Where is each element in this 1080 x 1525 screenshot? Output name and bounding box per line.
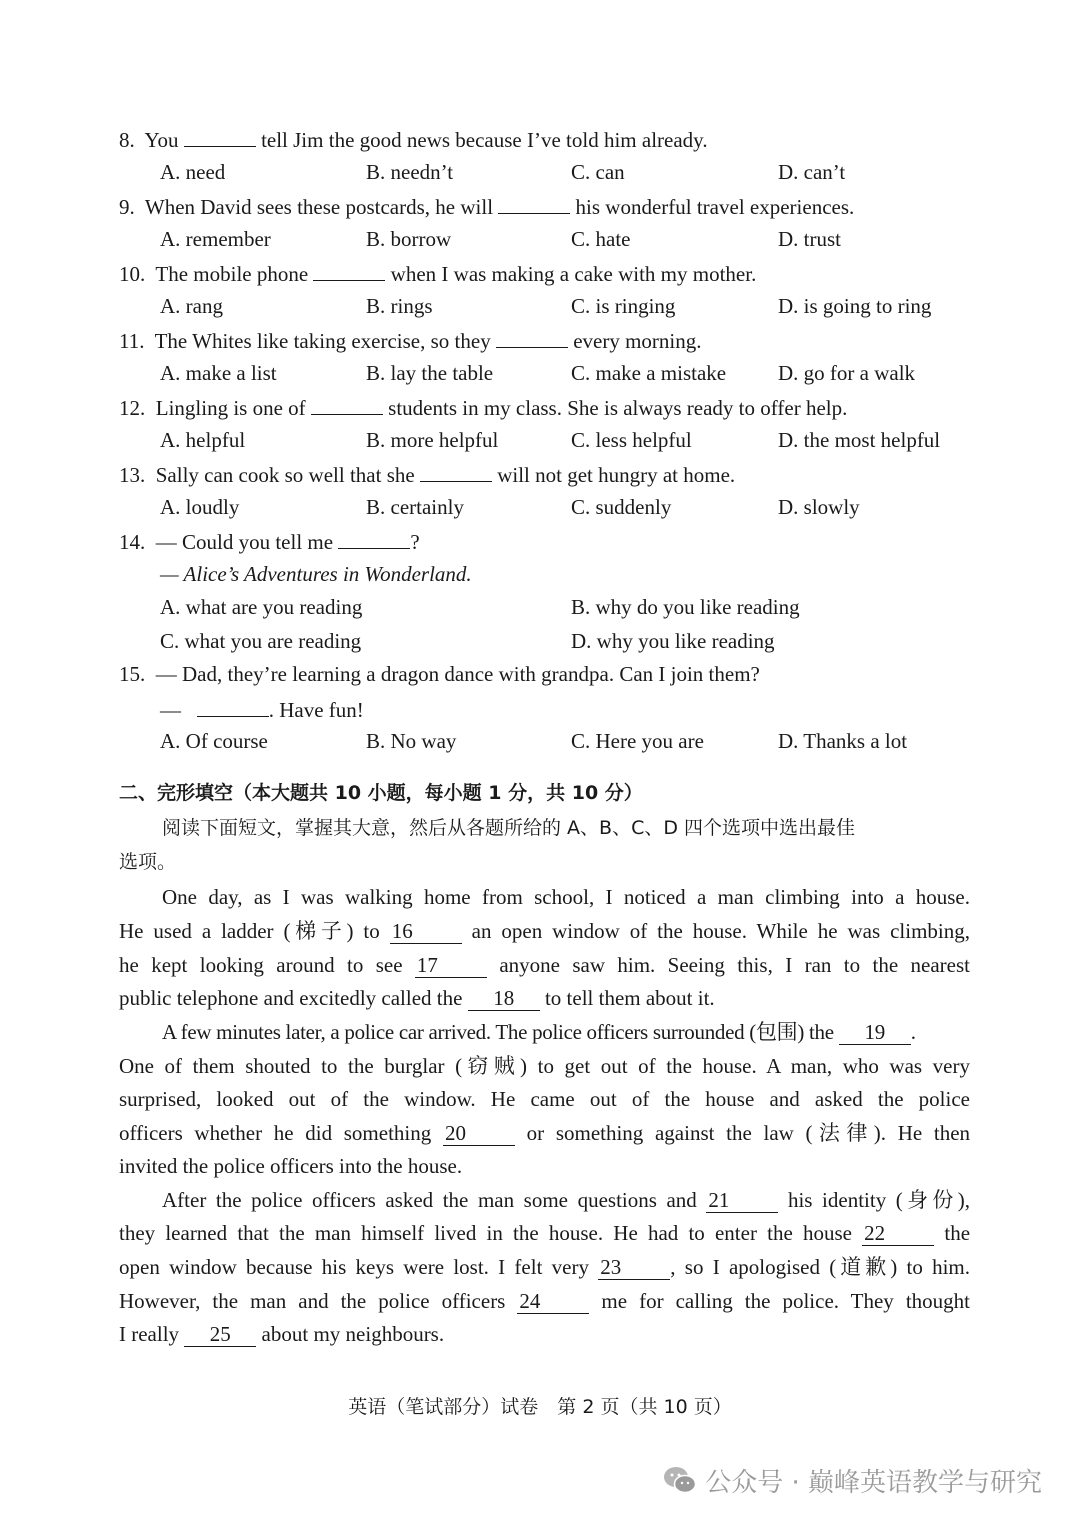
question-stem: Sally can cook so well that she: [155, 463, 415, 487]
question-stem: will not get hungry at home.: [497, 463, 736, 487]
option-d[interactable]: D. trust: [778, 227, 841, 251]
answer-blank[interactable]: [313, 256, 385, 281]
question-number: 13.: [119, 463, 146, 487]
options-8: [160, 156, 970, 189]
question-stem: when I was making a cake with my mother.: [390, 262, 757, 286]
question-stem: students in my class. She is always ready to offer help.: [388, 396, 848, 420]
question-stem: — Could you tell me: [155, 530, 334, 554]
option-d[interactable]: D. Thanks a lot: [778, 729, 908, 753]
answer-blank[interactable]: [311, 390, 383, 415]
question-stem: The Whites like taking exercise, so they: [154, 329, 491, 353]
question-15-reply: [160, 692, 970, 725]
cloze-blank-21[interactable]: 21: [706, 1188, 778, 1213]
question-10: [119, 256, 970, 289]
option-c[interactable]: C. what you are reading: [160, 629, 362, 653]
passage-line: [119, 982, 970, 1015]
cloze-blank-24[interactable]: 24: [517, 1289, 589, 1314]
reply-text: . Have fun!: [268, 698, 364, 722]
passage-text: the: [944, 1221, 970, 1245]
question-stem: You: [144, 128, 179, 152]
passage-text: After the police officers asked the man some questions and: [162, 1188, 697, 1212]
passage-text: they learned that the man himself lived in the house. He had to enter the house: [119, 1221, 852, 1245]
option-b[interactable]: B. needn’t: [366, 160, 454, 184]
option-d[interactable]: D. go for a walk: [778, 361, 916, 385]
question-number: 11.: [119, 329, 145, 353]
passage-line: [119, 1318, 970, 1351]
page-footer: 英语（笔试部分）试卷 第 2 页（共 10 页）: [348, 1396, 732, 1418]
cloze-blank-19[interactable]: 19: [839, 1020, 911, 1045]
option-a[interactable]: A. loudly: [160, 495, 240, 519]
section-title: 二、完形填空（本大题共 10 小题，每小题 1 分，共 10 分）: [119, 782, 643, 804]
answer-blank[interactable]: [338, 524, 410, 549]
option-a[interactable]: A. what are you reading: [160, 595, 363, 619]
answer-blank[interactable]: [496, 323, 568, 348]
passage-text: However, the man and the police officers: [119, 1289, 506, 1313]
cloze-blank-25[interactable]: 25: [184, 1322, 256, 1347]
option-b[interactable]: B. more helpful: [366, 428, 499, 452]
watermark: [663, 1458, 1042, 1502]
options-14-row2: [160, 625, 970, 658]
passage-line: [119, 1251, 970, 1284]
passage-text: public telephone and excitedly called the: [119, 986, 463, 1010]
question-number: 10.: [119, 262, 146, 286]
passage-text: officers whether he did something: [119, 1121, 432, 1145]
option-c[interactable]: C. make a mistake: [571, 361, 727, 385]
option-c[interactable]: C. Here you are: [571, 729, 704, 753]
question-12: [119, 390, 970, 423]
passage-text: I really: [119, 1322, 180, 1346]
option-c[interactable]: C. is ringing: [571, 294, 676, 318]
cloze-blank-17[interactable]: 17: [415, 953, 487, 978]
passage-line: [119, 949, 970, 982]
passage-text: he kept looking around to see: [119, 953, 403, 977]
question-stem: The mobile phone: [155, 262, 309, 286]
passage-line: surprised, looked out of the window. He came out of the house and asked the police: [119, 1087, 970, 1111]
option-d[interactable]: D. slowly: [778, 495, 860, 519]
passage-line: One of them shouted to the burglar (窃贼) to get out of the house. A man, who was very: [119, 1054, 970, 1078]
options-10: [160, 290, 970, 323]
question-14: [119, 524, 970, 557]
passage-text: his identity (身份),: [787, 1188, 970, 1212]
answer-blank[interactable]: [184, 122, 256, 147]
question-number: 12.: [119, 396, 146, 420]
reply-dash: —: [160, 698, 181, 722]
cloze-blank-22[interactable]: 22: [862, 1221, 934, 1246]
question-stem: every morning.: [573, 329, 702, 353]
question-stem: Lingling is one of: [155, 396, 306, 420]
option-b[interactable]: B. rings: [366, 294, 433, 318]
passage-text: He used a ladder (梯子) to: [119, 919, 380, 943]
passage-line: [119, 1117, 970, 1150]
cloze-blank-18[interactable]: 18: [468, 986, 540, 1011]
option-a[interactable]: A. helpful: [160, 428, 246, 452]
section-instruction: 阅读下面短文，掌握其大意，然后从各题所给的 A、B、C、D 四个选项中选出最佳: [162, 817, 856, 839]
question-15: [119, 658, 970, 691]
question-stem: — Dad, they’re learning a dragon dance with grandpa. Can I join them?: [155, 662, 760, 686]
passage-text: anyone saw him. Seeing this, I ran to the nearest: [499, 953, 970, 977]
section-instruction-cont: 选项。: [119, 851, 177, 873]
question-number: 15.: [119, 662, 146, 686]
passage-line: [119, 1217, 970, 1250]
passage-text: , so I apologised (道歉) to him.: [670, 1255, 970, 1279]
passage-line: [119, 915, 970, 948]
option-a[interactable]: A. remember: [160, 227, 271, 251]
question-11: [119, 323, 970, 356]
option-d[interactable]: D. the most helpful: [778, 428, 941, 452]
options-14-row1: [160, 591, 970, 624]
options-11: [160, 357, 970, 390]
question-number: 9.: [119, 195, 135, 219]
option-b[interactable]: B. certainly: [366, 495, 464, 519]
option-b[interactable]: B. why do you like reading: [571, 595, 800, 619]
option-a[interactable]: A. rang: [160, 294, 223, 318]
passage-text: me for calling the police. They thought: [601, 1289, 970, 1313]
question-mark: ?: [410, 530, 420, 554]
passage-line: [162, 1016, 970, 1049]
option-b[interactable]: B. borrow: [366, 227, 452, 251]
question-14-reply: — Alice’s Adventures in Wonderland.: [160, 562, 472, 586]
option-d[interactable]: D. is going to ring: [778, 294, 932, 318]
passage-text: to tell them about it.: [544, 986, 715, 1010]
question-stem: his wonderful travel experiences.: [575, 195, 855, 219]
options-15: [160, 725, 970, 758]
option-a[interactable]: A. Of course: [160, 729, 268, 753]
passage-line: [162, 1184, 970, 1217]
passage-text: about my neighbours.: [261, 1322, 445, 1346]
passage-text: or something against the law (法律). He then: [526, 1121, 970, 1145]
option-b[interactable]: B. No way: [366, 729, 457, 753]
cloze-blank-20[interactable]: 20: [443, 1121, 515, 1146]
passage-text: open window because his keys were lost. I felt very: [119, 1255, 589, 1279]
option-c[interactable]: C. hate: [571, 227, 631, 251]
answer-blank[interactable]: [498, 189, 570, 214]
options-9: [160, 223, 970, 256]
passage-line: [119, 1285, 970, 1318]
cloze-blank-23[interactable]: 23: [598, 1255, 670, 1280]
option-c[interactable]: C. less helpful: [571, 428, 692, 452]
option-a[interactable]: A. need: [160, 160, 226, 184]
options-13: [160, 491, 970, 524]
option-d[interactable]: D. why you like reading: [571, 629, 775, 653]
question-13: [119, 457, 970, 490]
cloze-blank-16[interactable]: 16: [390, 919, 462, 944]
passage-text: A few minutes later, a police car arrived. The police officers surrounded (包围) the: [162, 1020, 834, 1044]
option-d[interactable]: D. can’t: [778, 160, 846, 184]
options-12: [160, 424, 970, 457]
passage-line: One day, as I was walking home from school, I noticed a man climbing into a house.: [162, 885, 970, 909]
answer-blank[interactable]: [420, 457, 492, 482]
question-number: 14.: [119, 530, 146, 554]
option-c[interactable]: C. suddenly: [571, 495, 672, 519]
passage-line: invited the police officers into the house.: [119, 1154, 463, 1178]
question-number: 8.: [119, 128, 135, 152]
answer-blank[interactable]: [197, 692, 269, 717]
passage-text: an open window of the house. While he was climbing,: [471, 919, 970, 943]
option-c[interactable]: C. can: [571, 160, 625, 184]
question-9: [119, 189, 970, 222]
option-a[interactable]: A. make a list: [160, 361, 277, 385]
passage-text: .: [910, 1020, 916, 1044]
watermark-text: 公众号 · 巅峰英语教学与研究: [705, 1467, 1042, 1498]
question-8: [119, 122, 970, 155]
question-stem: tell Jim the good news because I’ve told him already.: [261, 128, 708, 152]
option-b[interactable]: B. lay the table: [366, 361, 494, 385]
wechat-icon: [663, 1465, 697, 1495]
question-stem: When David sees these postcards, he will: [144, 195, 494, 219]
